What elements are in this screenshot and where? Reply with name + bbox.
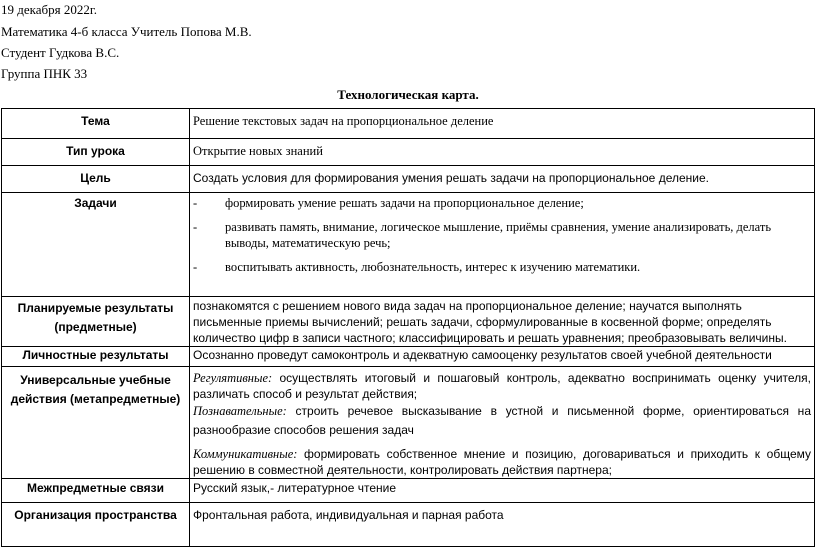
table-row-goal: [2, 166, 815, 193]
date-line: 19 декабря 2022г.: [1, 2, 97, 17]
table-row-personal-results: [2, 347, 815, 367]
uud-value: [190, 367, 815, 479]
row-label: Организация пространства: [2, 503, 190, 547]
row-label: Задачи: [2, 193, 190, 297]
lesson-plan-table: [1, 108, 815, 547]
list-item: - воспитывать активность, любознательность, интерес к изучению математики.: [193, 260, 641, 274]
row-label: Личностные результаты: [2, 347, 190, 367]
topic-value: Решение текстовых задач на пропорциональное деление: [193, 114, 494, 128]
uud-regulative: Регулятивные: осуществлять итоговый и пошаговый контроль, адекватно воспринимать оценку учителя, различать способ и результат действия;: [193, 371, 811, 401]
row-value: [190, 109, 815, 139]
uud-communicative: Коммуникативные: формировать собственное мнение и позицию, договариваться и приходить к общему решению в совместной деятельности, контролировать действия партнера;: [193, 447, 811, 477]
tasks-list: [190, 193, 815, 297]
row-value: [190, 139, 815, 166]
row-label: Цель: [2, 166, 190, 193]
list-item: - развивать память, внимание, логическое мышление, приёмы сравнения, умение анализировать, делать выводы, математическую речь;: [193, 220, 772, 250]
document-title: Технологическая карта.: [337, 87, 479, 102]
goal-value: Создать условия для формирования умения решать задачи на пропорциональное деление.: [190, 166, 815, 193]
row-label: Планируемые результаты (предметные): [2, 297, 190, 347]
table-row-interdisciplinary: [2, 479, 815, 503]
table-row-space: [2, 503, 815, 547]
uud-cognitive: Познавательные: строить речевое высказывание в устной и письменной форме, ориентироваться на разнообразие способов решения задач: [193, 404, 811, 437]
planned-results-value: познакомятся с решением нового вида задач на пропорциональное деление; научатся выполнять письменные приемы вычислений; решать задачи, сформулированные в косвенной форме; определять количество цифр в записи частного; классифицировать и решать уравнения; преобразовывать величины.: [190, 297, 815, 347]
table-row-tasks: [2, 193, 815, 297]
interdisciplinary-value: Русский язык,- литературное чтение: [190, 479, 815, 503]
list-item: - формировать умение решать задачи на пропорциональное деление;: [193, 196, 584, 210]
row-label: Тема: [2, 109, 190, 139]
table-row-uud: [2, 367, 815, 479]
student-line: Студент Гудкова В.С.: [1, 45, 120, 60]
group-line: Группа ПНК 33: [1, 66, 88, 81]
personal-results-value: Осознанно проведут самоконтроль и адекватную самооценку результатов своей учебной деятельности: [190, 347, 815, 367]
table-row-planned-results: [2, 297, 815, 347]
space-value: Фронтальная работа, индивидуальная и парная работа: [190, 503, 815, 547]
row-label: Межпредметные связи: [2, 479, 190, 503]
row-label: Тип урока: [2, 139, 190, 166]
row-label: Универсальные учебные действия (метапредметные): [2, 367, 190, 479]
subject-line: Математика 4-б класса Учитель Попова М.В.: [1, 24, 252, 39]
lesson-type-value: Открытие новых знаний: [193, 144, 323, 158]
table-row-topic: [2, 109, 815, 139]
table-row-lesson-type: [2, 139, 815, 166]
